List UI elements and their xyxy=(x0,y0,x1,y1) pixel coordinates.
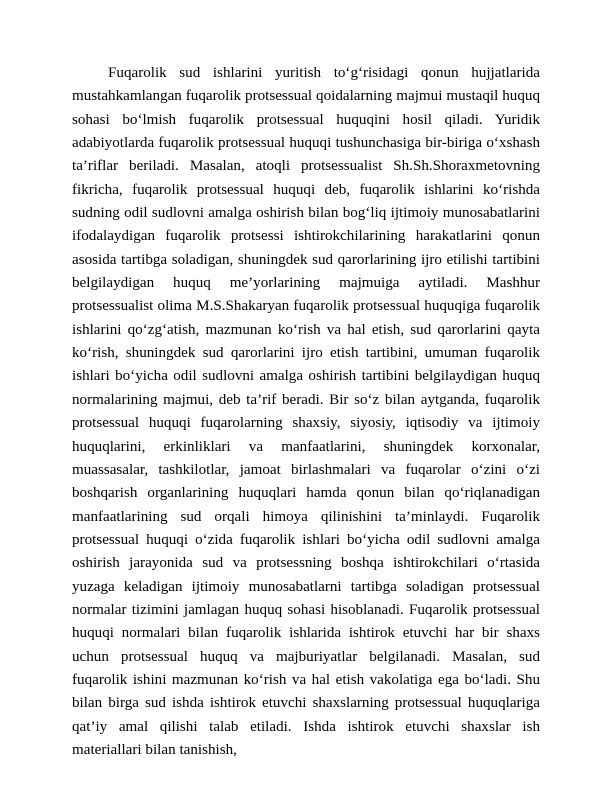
document-text-body xyxy=(72,62,540,762)
body-paragraph: Fuqarolik sud ishlarini yuritish toʻgʻrisidagi qonun hujjatlarida mustahkamlangan fuqarolik protsessual qoidalarning majmui mustaqil huquq sohasi boʻlmish fuqarolik protsessual huquqini hosil qiladi. Yuridik adabiyotlarda fuqarolik protsessual huquqi tushunchasiga bir-biriga oʻxshash ta’riflar beriladi. Masalan, atoqli protsessualist Sh.Sh.Shoraxmetovning fikricha, fuqarolik protsessual huquqi deb, fuqarolik ishlarini koʻrishda sudning odil sudlovni amalga oshirish bilan bogʻliq ijtimoiy munosabatlarini ifodalaydigan fuqarolik protsessi ishtirokchilarining harakatlarini qonun asosida tartibga soladigan, shuningdek sud qarorlarining ijro etilishi tartibini belgilaydigan huquq me’yorlarining majmuiga aytiladi. Mashhur protsessualist olima M.S.Shakaryan fuqarolik protsessual huquqiga fuqarolik ishlarini qoʻzgʻatish, mazmunan koʻrish va hal etish, sud qarorlarini qayta koʻrish, shuningdek sud qarorlarini ijro etish tartibini, umuman fuqarolik ishlari boʻyicha odil sudlovni amalga oshirish tartibini belgilaydigan huquq normalarining majmui, deb ta’rif beradi. Bir soʻz bilan aytganda, fuqarolik protsessual huquqi fuqarolarning shaxsiy, siyosiy, iqtisodiy va ijtimoiy huquqlarini, erkinliklari va manfaatlarini, shuningdek korxonalar, muassasalar, tashkilotlar, jamoat birlashmalari va fuqarolar oʻzini oʻzi boshqarish organlarining huquqlari hamda qonun bilan qoʻriqlanadigan manfaatlarining sud orqali himoya qilinishini ta’minlaydi. Fuqarolik protsessual huquqi oʻzida fuqarolik ishlari boʻyicha odil sudlovni amalga oshirish jarayonida sud va protsessning boshqa ishtirokchilari oʻrtasida yuzaga keladigan ijtimoiy munosabatlarni tartibga soladigan protsessual normalar tizimini jamlagan huquq sohasi hisoblanadi. Fuqarolik protsessual huquqi normalari bilan fuqarolik ishlarida ishtirok etuvchi har bir shaxs uchun protsessual huquq va majburiyatlar belgilanadi. Masalan, sud fuqarolik ishini mazmunan koʻrish va hal etish vakolatiga ega boʻladi. Shu bilan birga sud ishda ishtirok etuvchi shaxslarning protsessual huquqlariga qat’iy amal qilishi talab etiladi. Ishda ishtirok etuvchi shaxslar ish materiallari bilan tanishish, xyxy=(72,65,540,758)
